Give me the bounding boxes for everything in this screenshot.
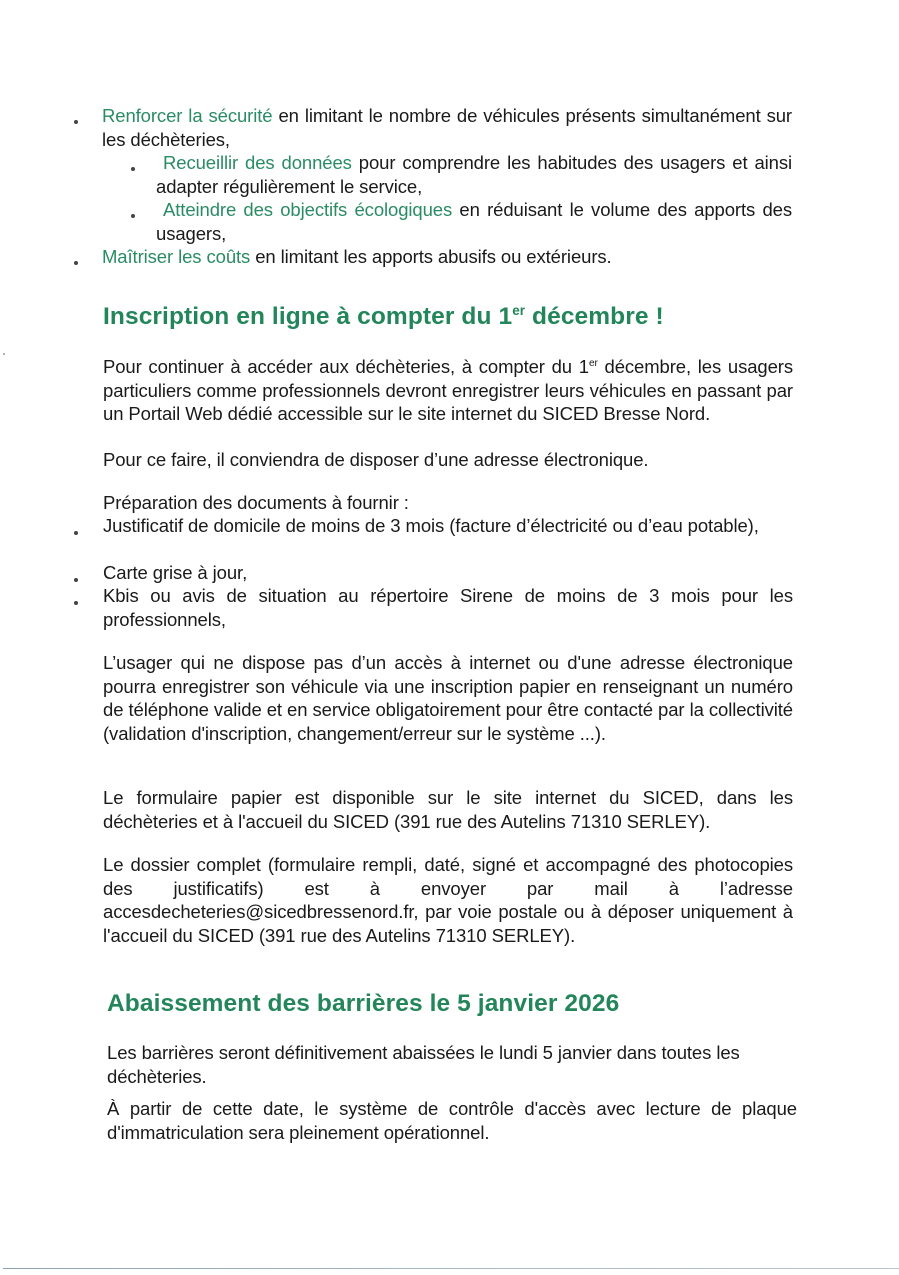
objective-highlight: Renforcer la sécurité bbox=[102, 105, 273, 126]
section-heading-inscription bbox=[103, 303, 664, 331]
bullet-icon bbox=[74, 601, 78, 605]
barrieres-paragraph-2: À partir de cette date, le système de contrôle d'accès avec lecture de plaque d'immatriculation sera pleinement opérationnel. bbox=[107, 1098, 797, 1143]
objective-highlight: Maîtriser les coûts bbox=[102, 246, 251, 267]
page-bottom-rule bbox=[3, 1268, 899, 1269]
bullet-icon bbox=[74, 531, 78, 535]
contact-email: accesdecheteries@sicedbressenord.fr bbox=[103, 901, 414, 922]
objective-text: pour comprendre les habitudes des usagers et ainsi adapter régulièrement le service, bbox=[156, 152, 793, 197]
inscription-intro bbox=[103, 355, 793, 426]
heading-text: décembre ! bbox=[525, 303, 664, 330]
bullet-icon bbox=[74, 578, 78, 582]
scan-mark bbox=[3, 353, 5, 355]
barrieres-paragraph-1: Les barrières seront définitivement abaissées le lundi 5 janvier dans toutes les déchèteries. bbox=[107, 1042, 740, 1087]
objective-text: en limitant les apports abusifs ou extérieurs. bbox=[250, 246, 612, 267]
bullet-icon bbox=[131, 214, 135, 218]
section-heading-barrieres: Abaissement des barrières le 5 janvier 2026 bbox=[107, 990, 620, 1017]
objective-item bbox=[156, 151, 792, 198]
document-item: Justificatif de domicile de moins de 3 mois (facture d’électricité ou d’eau potable), bbox=[103, 515, 759, 536]
bullet-icon bbox=[74, 120, 78, 124]
documents-label: Préparation des documents à fournir : bbox=[103, 492, 409, 513]
form-availability-paragraph: Le formulaire papier est disponible sur le site internet du SICED, dans les déchèteries et à l'accueil du SICED (391 rue des Autelins 71310 SERLEY). bbox=[103, 787, 793, 832]
intro-text: décembre, les usagers particuliers comme professionnels devront enregistrer leurs véhicules en passant par un Portail Web dédié accessible sur le site internet du SICED Bresse Nord. bbox=[103, 356, 794, 424]
heading-text: Inscription en ligne à compter du 1 bbox=[103, 303, 513, 330]
email-requirement: Pour ce faire, il conviendra de disposer d’une adresse électronique. bbox=[103, 449, 649, 470]
dossier-text: , par voie postale ou à déposer uniquement à l'accueil du SICED (391 rue des Autelins 71310 SERLEY). bbox=[103, 901, 793, 946]
document-item: Kbis ou avis de situation au répertoire Sirene de moins de 3 mois pour les professionnels, bbox=[103, 585, 793, 630]
dossier-text: Le dossier complet (formulaire rempli, daté, signé et accompagné des photocopies des justificatifs) est à envoyer par mail à l’adresse bbox=[103, 854, 793, 899]
objective-highlight: Recueillir des données bbox=[163, 152, 352, 173]
paper-registration-paragraph: L’usager qui ne dispose pas d’un accès à internet ou d'une adresse électronique pourra enregistrer son véhicule via une inscription papier en renseignant un numéro de téléphone valide et en service obligatoirement pour être contacté par la collectivité (validation d'inscription, changement/erreur sur le système ...). bbox=[103, 652, 793, 744]
intro-superscript: er bbox=[588, 357, 598, 369]
objective-item bbox=[102, 104, 792, 151]
document-item: Carte grise à jour, bbox=[103, 562, 248, 583]
objective-text: en réduisant le volume des apports des usagers, bbox=[156, 199, 792, 244]
objective-item bbox=[102, 245, 792, 269]
intro-text: Pour continuer à accéder aux déchèteries, à compter du 1 bbox=[103, 356, 589, 377]
bullet-icon bbox=[74, 261, 78, 265]
objective-text: en limitant le nombre de véhicules présents simultanément sur les déchèteries, bbox=[102, 105, 792, 150]
heading-superscript: er bbox=[512, 302, 526, 318]
objective-highlight: Atteindre des objectifs écologiques bbox=[163, 199, 453, 220]
dossier-submission-paragraph bbox=[103, 853, 793, 947]
bullet-icon bbox=[131, 167, 135, 171]
objective-item bbox=[156, 198, 792, 245]
